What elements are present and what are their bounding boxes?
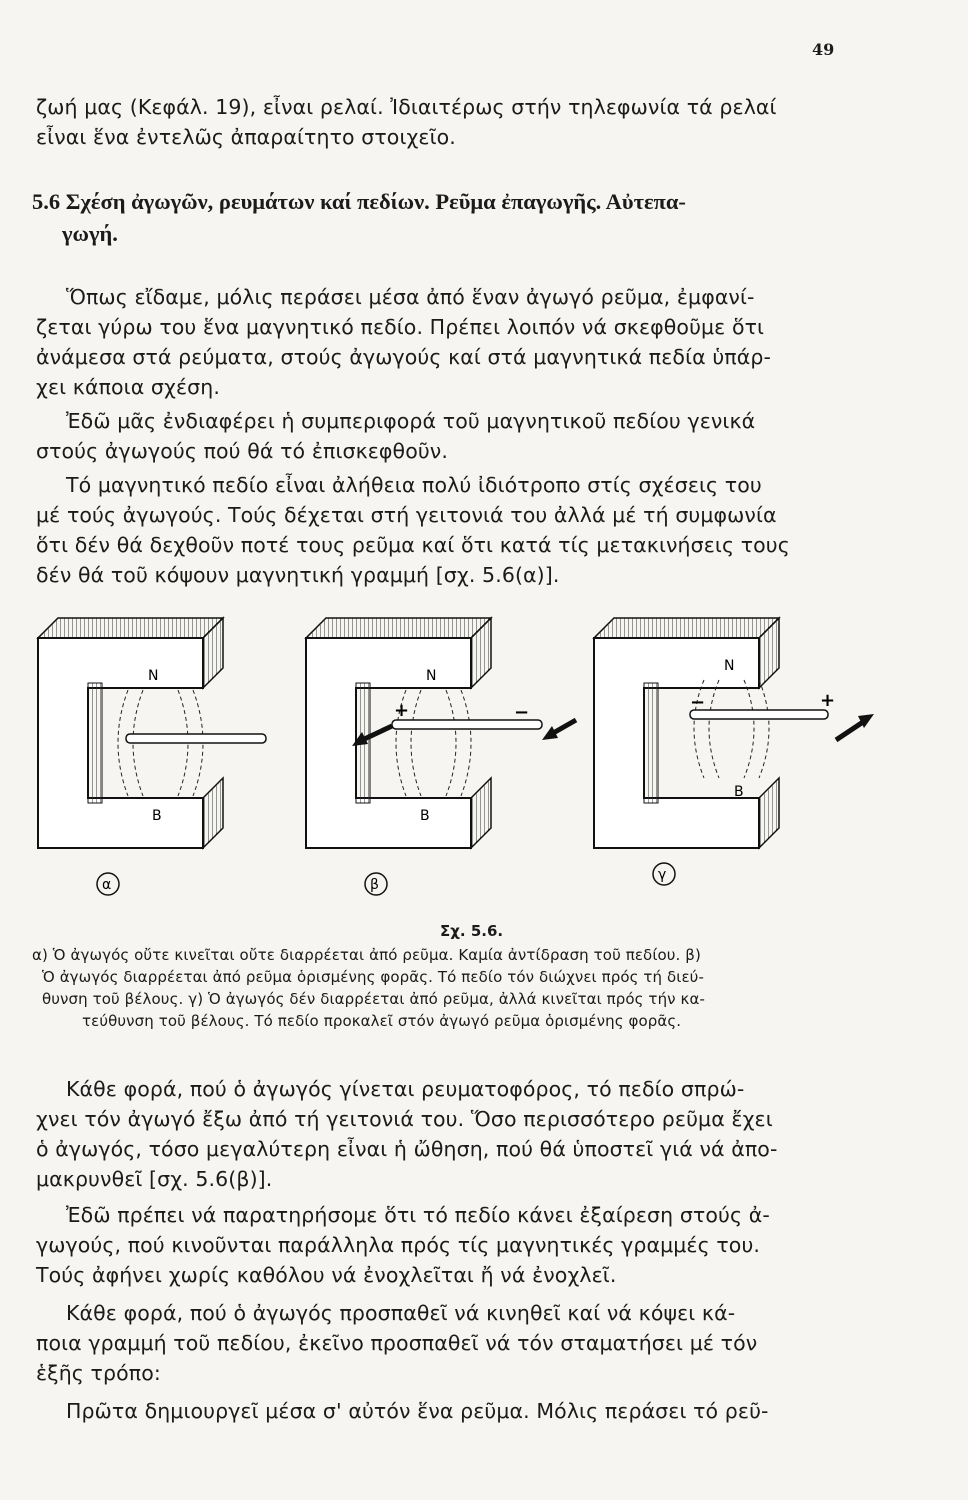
panel-label-c: γ [658, 867, 667, 883]
text-line: Κάθε φορά, πού ὁ ἀγωγός γίνεται ρευματοφόρος, τό πεδίο σπρώ- [66, 1077, 745, 1101]
paragraph-4 [36, 1074, 856, 1194]
intro-paragraph [36, 92, 856, 152]
panel-label-b: β [370, 877, 379, 893]
caption-line: α) Ὁ ἀγωγός οὔτε κινεῖται οὔτε διαρρέεται ἀπό ρεῦμα. Καμία ἀντίδραση τοῦ πεδίου. β) [32, 946, 701, 964]
text-line: ἑξῆς τρόπο: [36, 1361, 161, 1385]
plus-sign: + [394, 700, 410, 721]
text-line: Ὅπως εἴδαμε, μόλις περάσει μέσα ἀπό ἕναν ἀγωγό ρεῦμα, ἐμφανί- [66, 285, 755, 309]
text-line: Πρῶτα δημιουργεῖ μέσα σ' αὐτόν ἕνα ρεῦμα. Μόλις περάσει τό ρεῦ- [66, 1399, 769, 1423]
minus-sign: − [690, 692, 706, 713]
text-line: Κάθε φορά, πού ὁ ἀγωγός προσπαθεῖ νά κινηθεῖ καί νά κόψει κά- [66, 1301, 736, 1325]
text-line: στούς ἀγωγούς πού θά τό ἐπισκεφθοῦν. [36, 439, 448, 463]
text-line: μακρυνθεῖ [σχ. 5.6(β)]. [36, 1167, 273, 1191]
paragraph-1 [36, 282, 856, 402]
section-heading-line: γωγή. [62, 221, 118, 246]
text-line: ὁ ἀγωγός, τόσο μεγαλύτερη εἶναι ἡ ὤθηση, πού θά ὑποστεῖ γιά νά ἀπο- [36, 1137, 778, 1161]
paragraph-2 [36, 406, 856, 466]
text-line: Τό μαγνητικό πεδίο εἶναι ἀλήθεια πολύ ἰδιότροπο στίς σχέσεις του [66, 473, 762, 497]
paragraph-5 [36, 1200, 856, 1290]
text-line: ζωή μας (Κεφάλ. 19), εἶναι ρελαί. Ἰδιαιτέρως στήν τηλεφωνία τά ρελαί [36, 95, 777, 119]
caption-line: Ὁ ἀγωγός διαρρέεται ἀπό ρεῦμα ὁρισμένης φορᾶς. Τό πεδίο τόν διώχνει πρός τή διεύ- [42, 968, 704, 986]
paragraph-6 [36, 1298, 856, 1388]
north-pole-label: N [426, 668, 437, 684]
text-line: Ἐδῶ πρέπει νά παρατηρήσομε ὅτι τό πεδίο κάνει ἐξαίρεση στούς ἀ- [66, 1203, 770, 1227]
section-heading [32, 186, 852, 250]
paragraph-3 [36, 470, 856, 590]
caption-line: θυνση τοῦ βέλους. γ) Ὁ ἀγωγός δέν διαρρέεται ἀπό ρεῦμα, ἀλλά κινεῖται πρός τήν κα- [42, 990, 705, 1008]
figure-caption [32, 944, 872, 1032]
magnet-panel-c [594, 618, 874, 885]
north-pole-label: N [724, 658, 735, 674]
text-line: μέ τούς ἀγωγούς. Τούς δέχεται στή γειτονιά του ἀλλά μέ τή συμφωνία [36, 503, 777, 527]
text-line: ποια γραμμή τοῦ πεδίου, ἐκεῖνο προσπαθεῖ νά τόν σταματήσει μέ τόν [36, 1331, 758, 1355]
minus-sign: − [514, 702, 530, 723]
text-line: χει κάποια σχέση. [36, 375, 220, 399]
text-line: εἶναι ἕνα ἐντελῶς ἀπαραίτητο στοιχεῖο. [36, 125, 456, 149]
text-line: χνει τόν ἀγωγό ἔξω ἀπό τή γειτονιά του. Ὅσο περισσότερο ρεῦμα ἔχει [36, 1107, 773, 1131]
section-heading-line: 5.6 Σχέση ἀγωγῶν, ρευμάτων καί πεδίων. Ρεῦμα ἐπαγωγῆς. Αὐτεπα- [32, 189, 686, 214]
text-line: ἀνάμεσα στά ρεύματα, στούς ἀγωγούς καί στά μαγνητικά πεδία ὑπάρ- [36, 345, 771, 369]
magnet-figure [28, 608, 908, 908]
magnet-panel-a [38, 618, 266, 895]
text-line: Τούς ἀφήνει χωρίς καθόλου νά ἐνοχλεῖται ἤ νά ἐνοχλεῖ. [36, 1263, 617, 1287]
paragraph-7 [36, 1396, 856, 1426]
south-pole-label: B [734, 784, 744, 800]
text-line: δέν θά τοῦ κόψουν μαγνητική γραμμή [σχ. 5.6(α)]. [36, 563, 560, 587]
figure-caption-title: Σχ. 5.6. [440, 922, 504, 940]
north-pole-label: N [148, 668, 159, 684]
caption-line: τεύθυνση τοῦ βέλους. Τό πεδίο προκαλεῖ στόν ἀγωγό ρεῦμα ὁρισμένης φορᾶς. [82, 1012, 682, 1030]
text-line: γωγούς, πού κινοῦνται παράλληλα πρός τίς μαγνητικές γραμμές του. [36, 1233, 761, 1257]
magnet-panel-b [306, 618, 576, 895]
panel-label-a: α [102, 877, 112, 893]
text-line: ὅτι δέν θά δεχθοῦν ποτέ τους ρεῦμα καί ὅτι κατά τίς μετακινήσεις τους [36, 533, 790, 557]
south-pole-label: B [152, 808, 162, 824]
text-line: Ἐδῶ μᾶς ἐνδιαφέρει ἡ συμπεριφορά τοῦ μαγνητικοῦ πεδίου γενικά [66, 409, 756, 433]
text-line: ζεται γύρω του ἕνα μαγνητικό πεδίο. Πρέπει λοιπόν νά σκεφθοῦμε ὅτι [36, 315, 765, 339]
south-pole-label: B [420, 808, 430, 824]
page-number: 49 [812, 40, 835, 59]
plus-sign: + [820, 690, 836, 711]
